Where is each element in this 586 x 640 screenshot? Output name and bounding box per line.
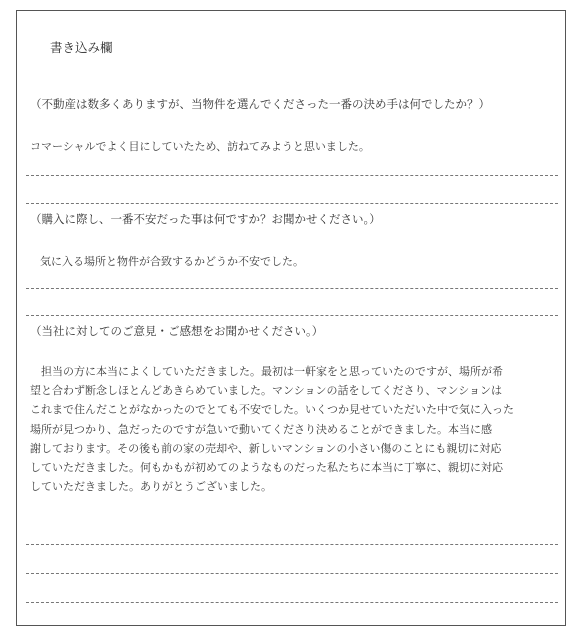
answer-3-line: 望と合わず断念しほとんどあきらめていました。マンションの話をしてくださり、マンションは bbox=[30, 384, 503, 398]
answer-3-line: していただきました。ありがとうございました。 bbox=[30, 480, 272, 494]
answer-3-line: していただきました。何もかもが初めてのようなものだった私たちに本当に丁寧に、親切に対応 bbox=[30, 461, 503, 475]
answer-3-line: 場所が見つかり、急だったのですが急いで動いてくださり決めることができました。本当に感 bbox=[30, 422, 492, 436]
answer-2: 気に入る場所と物件が合致するかどうか不安でした。 bbox=[40, 255, 304, 268]
question-1: （不動産は数多くありますが、当物件を選んでくださった一番の決め手は何でしたか？） bbox=[30, 97, 490, 111]
answer-line bbox=[26, 288, 558, 289]
answer-3-line: 担当の方に本当によくしていただきました。最初は一軒家をと思っていたのですが、場所が希 bbox=[41, 365, 503, 378]
answer-3-line: 謝しております。その後も前の家の売却や、新しいマンションの小さい傷のことにも親切に対応 bbox=[30, 441, 502, 455]
question-2: （購入に際し、一番不安だった事は何ですか？お聞かせください。） bbox=[30, 212, 381, 226]
question-3: （当社に対してのご意見・ご感想をお聞かせください。） bbox=[30, 324, 324, 338]
answer-line bbox=[26, 175, 558, 176]
answer-3 bbox=[30, 362, 550, 496]
answer-line bbox=[26, 315, 558, 316]
answer-line bbox=[26, 602, 558, 603]
answer-line bbox=[26, 544, 558, 545]
form-heading: 書き込み欄 bbox=[50, 40, 113, 55]
answer-1: コマーシャルでよく目にしていたため、訪ねてみようと思いました。 bbox=[30, 140, 370, 153]
answer-3-line: これまで住んだことがなかったのでとても不安でした。いくつか見せていただいた中で気に入った bbox=[30, 403, 514, 417]
answer-line bbox=[26, 573, 558, 574]
answer-line bbox=[26, 203, 558, 204]
